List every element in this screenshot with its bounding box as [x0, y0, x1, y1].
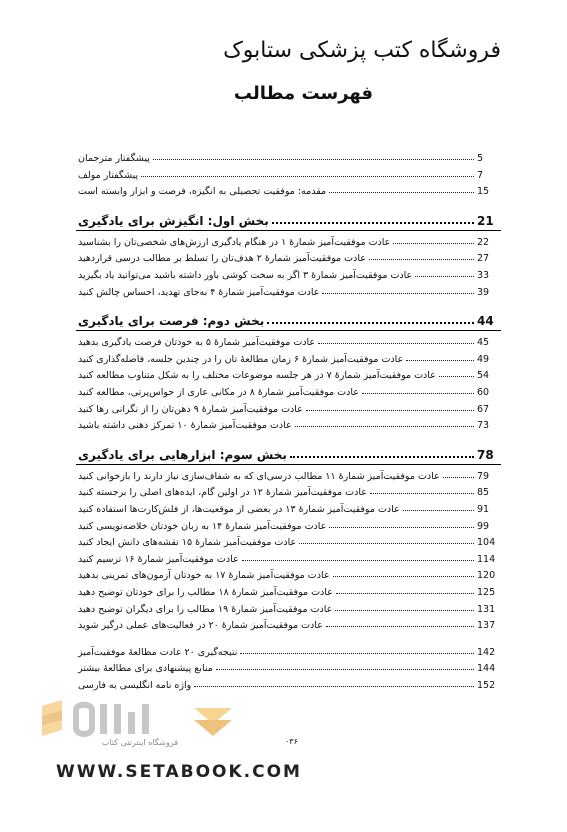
setabook-logo-watermark [22, 698, 252, 748]
dot-leader [240, 653, 474, 654]
toc-page-number: 120 [477, 570, 496, 582]
toc-entry-title: عادت موفقیت‌آمیز شمارهٔ ۱۵ نقشه‌های دانش ایجاد کنید [78, 537, 297, 549]
page-title: فهرست مطالب [233, 83, 374, 104]
dot-leader [295, 426, 474, 427]
toc-page-number: 142 [477, 646, 496, 658]
toc-entry [76, 332, 501, 348]
toc-entry [76, 232, 501, 248]
toc-page-number: 91 [477, 504, 490, 515]
dot-leader [141, 176, 474, 177]
dot-leader [329, 192, 474, 193]
toc-entry-title: عادت موفقیت‌آمیز شمارهٔ ۲۰ در فعالیت‌های عملی درگیر شوید [78, 620, 323, 632]
dot-leader [369, 259, 474, 260]
toc-page-number: 21 [477, 213, 494, 228]
toc-entry-title: عادت موفقیت‌آمیز شمارهٔ ۱ در هنگام یادگیری ارزش‌های شخصی‌تان را بشناسید [78, 236, 391, 248]
dot-leader [443, 477, 474, 478]
toc-entry [76, 642, 501, 658]
toc-page-number: 5 [477, 153, 484, 164]
toc-entry-title: عادت موفقیت‌آمیز شمارهٔ ۱۹ مطالب را برای دیگران توضیح دهید [78, 603, 333, 615]
toc-page-number: 44 [477, 314, 494, 329]
dot-leader [335, 610, 474, 611]
toc-page-number: 99 [477, 520, 490, 532]
part-underline [76, 230, 501, 231]
toc-entry [76, 565, 501, 581]
dot-leader [322, 293, 474, 294]
toc-page-number: 54 [477, 370, 490, 382]
toc-page-number: 114 [477, 553, 496, 565]
toc-entry-title: بخش دوم: فرصت برای یادگیری [78, 314, 265, 329]
toc-entry-title: بخش سوم: ابزارهایی برای یادگیری [78, 447, 287, 462]
toc-entry [76, 549, 501, 565]
toc-entry [76, 148, 501, 164]
toc-page-number: 33 [477, 270, 490, 281]
toc-entry [76, 582, 501, 598]
dot-leader [153, 159, 474, 160]
toc-page-number: 104 [477, 537, 496, 549]
toc-page-number: 15 [477, 186, 490, 198]
toc-entry [76, 181, 501, 197]
dot-leader [216, 669, 474, 670]
dot-leader [306, 410, 474, 411]
toc-entry [76, 165, 501, 181]
toc-page-number: 60 [477, 387, 490, 398]
dot-leader [290, 456, 474, 458]
dot-leader [406, 360, 474, 361]
dot-leader [370, 493, 474, 494]
toc-entry [76, 532, 501, 548]
toc-entry-title: عادت موفقیت‌آمیز شمارهٔ ۸ در مکانی عاری از حواس‌پرتی، مطالعه کنید [78, 387, 359, 398]
toc-page-number: 137 [477, 620, 496, 632]
toc-entry-title: عادت موفقیت‌آمیز شمارهٔ ۱۰ تمرکز ذهنی داشته باشید [78, 420, 292, 432]
toc-page-number: 79 [477, 470, 490, 482]
toc-entry-title: عادت موفقیت‌آمیز شمارهٔ ۲ هدف‌تان را تسلط بر مطالب درسی قراردهید [78, 253, 366, 265]
toc-entry [76, 516, 501, 532]
dot-leader [333, 576, 474, 577]
dot-leader [439, 376, 474, 377]
toc-page-number: 49 [477, 353, 490, 365]
toc-entry-title: واژه نامه انگلیسی به فارسی [78, 680, 192, 691]
toc-entry [76, 365, 501, 381]
toc-page-number: 125 [477, 587, 496, 598]
dot-leader [403, 510, 474, 511]
part-underline [76, 330, 501, 331]
toc-page-number: 7 [477, 169, 484, 181]
toc-page-number: 39 [477, 286, 490, 298]
toc-entry [76, 382, 501, 398]
toc-page-number: 27 [477, 253, 490, 265]
dot-leader [326, 626, 474, 627]
toc-entry [76, 349, 501, 365]
toc-entry [76, 599, 501, 615]
toc-entry-title: مقدمه: موفقیت تحصیلی به انگیزه، فرصت و ابزار وابسته است [78, 186, 327, 198]
dot-leader [336, 593, 474, 594]
toc-entry [76, 415, 501, 431]
toc-entry-title: عادت موفقیت‌آمیز شمارهٔ ۵ به خودتان فرصت یادگیری بدهید [78, 337, 316, 349]
toc-entry [76, 482, 501, 498]
toc-page-number: 152 [477, 680, 496, 691]
dot-leader [329, 527, 474, 528]
toc-page-number: 131 [477, 603, 496, 615]
dot-leader [318, 343, 474, 344]
toc-page-number: 144 [477, 663, 496, 675]
dot-leader [362, 393, 474, 394]
page-number: ۰۳۶ [285, 737, 298, 746]
dot-leader [299, 543, 474, 544]
toc-entry-title: عادت موفقیت‌آمیز شمارهٔ ۷ در هر جلسه موضوعات مختلف را به شکل متناوب مطالعه کنید [78, 370, 436, 382]
toc-entry-title: عادت موفقیت‌آمیز شمارهٔ ۱۸ مطالب را برای خودتان توضیح دهید [78, 587, 333, 598]
dot-leader [267, 322, 474, 324]
toc-entry-title: پیشگفتار مولف [78, 169, 139, 181]
toc-entry-title: عادت موفقیت‌آمیز شمارهٔ ۱۳ در بعضی از موقعیت‌ها، از فلش‌کارت‌ها استفاده کنید [78, 504, 400, 515]
toc-entry-title: عادت موفقیت‌آمیز شمارهٔ ۱۴ به زبان خودتان خلاصه‌نویسی کنید [78, 520, 327, 532]
dot-leader [272, 222, 474, 224]
dot-leader [194, 686, 474, 687]
toc-page-number: 78 [477, 447, 494, 462]
toc-entry [76, 658, 501, 674]
toc-entry-title: بخش اول: انگیزش برای یادگیری [78, 213, 269, 228]
toc-entry [76, 282, 501, 298]
toc-entry-title: عادت موفقیت‌آمیز شمارهٔ ۱۲ در اولین گام، ایده‌های اصلی را برجسته کنید [78, 487, 367, 499]
dot-leader [393, 243, 474, 244]
dot-leader [415, 276, 474, 277]
toc-part-heading [76, 210, 501, 228]
dot-leader [242, 560, 474, 561]
toc-entry-title: عادت موفقیت‌آمیز شمارهٔ ۱۷ به خودتان آزمون‌های تمرینی بدهید [78, 570, 330, 582]
toc-entry [76, 248, 501, 264]
toc-page-number: 85 [477, 487, 490, 499]
toc-entry-title: عادت موفقیت‌آمیز شمارهٔ ۳ اگر به سخت کوشی باور داشته باشید می‌توانید یاد بگیرید [78, 270, 413, 281]
toc-page-number: 73 [477, 420, 490, 432]
toc-entry [76, 399, 501, 415]
watermark-url: WWW.SETABOOK.COM [56, 762, 302, 782]
toc-page-number: 45 [477, 337, 490, 349]
toc-entry-title: نتیجه‌گیری ۲۰ عادت مطالعهٔ موفقیت‌آمیز [78, 646, 238, 658]
toc-entry [76, 675, 501, 691]
toc-entry [76, 265, 501, 281]
toc-entry-title: پیشگفتار مترجمان [78, 153, 150, 164]
store-brand: فروشگاه کتب پزشکی ستابوک [223, 38, 501, 63]
toc-entry [76, 466, 501, 482]
toc-entry-title: منابع پیشنهادی برای مطالعهٔ بیشتر [78, 663, 213, 675]
toc-page-number: 67 [477, 403, 490, 415]
watermark-tagline: فروشگاه اینترنتی کتاب [101, 738, 179, 747]
toc-part-heading [76, 444, 501, 462]
toc-entry [76, 499, 501, 515]
toc-entry [76, 615, 501, 631]
toc-entry-title: عادت موفقیت‌آمیز شمارهٔ ۱۶ ترسیم کنید [78, 553, 239, 565]
toc-entry-title: عادت موفقیت‌آمیز شمارهٔ ۴ به‌جای تهدید، احساس چالش کنید [78, 286, 320, 298]
toc-entry-title: عادت موفقیت‌آمیز شمارهٔ ۹ ذهن‌تان را از نگرانی رها کنید [78, 403, 303, 415]
toc-entry-title: عادت موفقیت‌آمیز شمارهٔ ۶ زمان مطالعهٔ تان را در چندین جلسه، فاصله‌گذاری کنید [78, 353, 404, 365]
toc-part-heading [76, 310, 501, 328]
toc-entry-title: عادت موفقیت‌آمیز شمارهٔ ۱۱ مطالب درسی‌ای که به شفاف‌سازی نیاز دارند را بازخوانی کنید [78, 470, 440, 482]
part-underline [76, 464, 501, 465]
toc-page-number: 22 [477, 236, 490, 248]
